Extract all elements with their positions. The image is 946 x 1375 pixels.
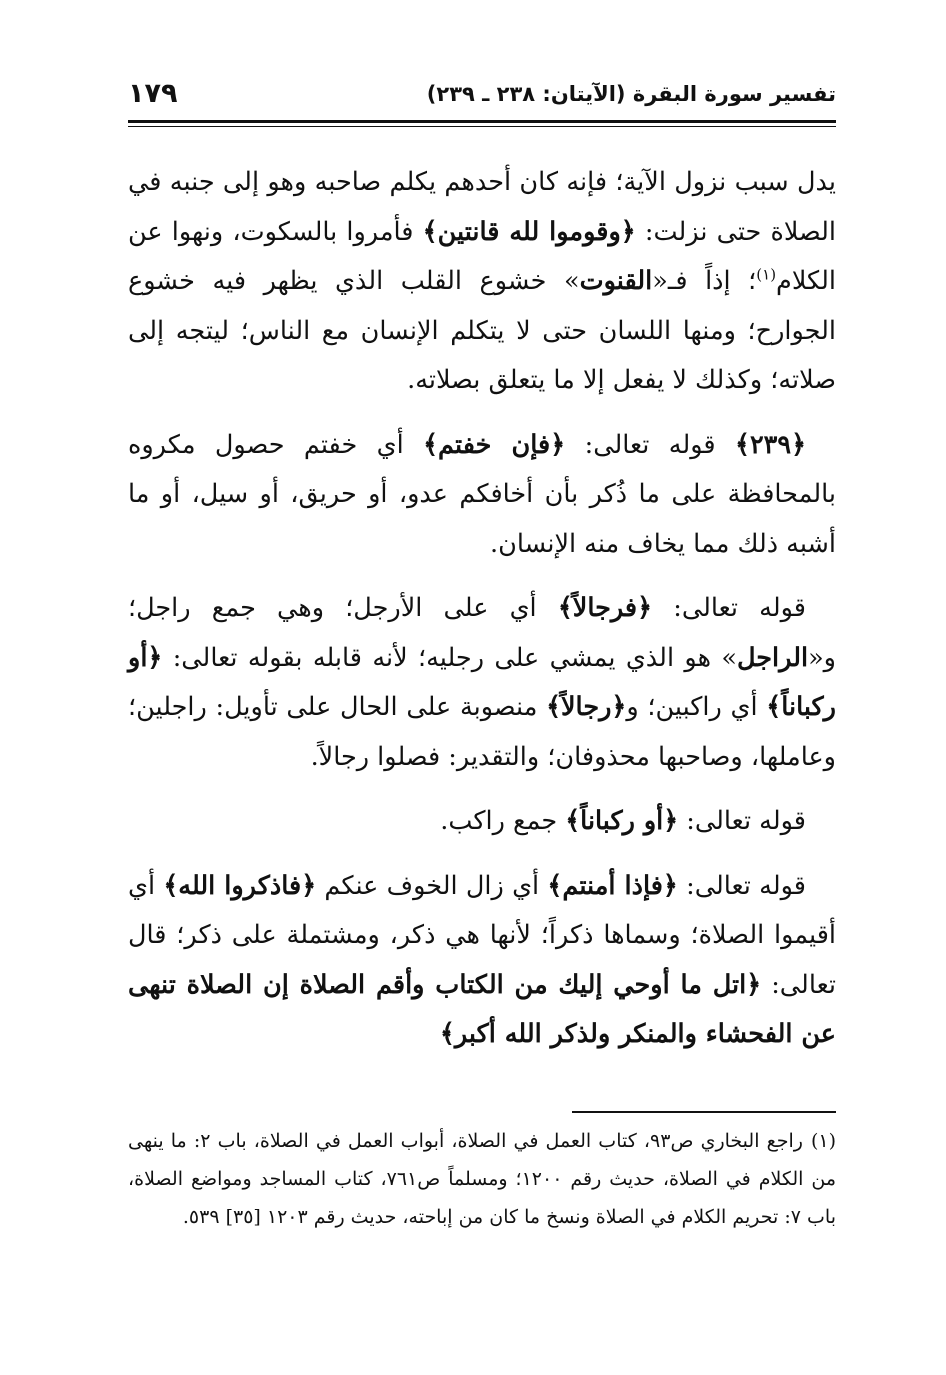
paragraph [128, 797, 836, 847]
quran-quote: ﴿رجالاً﴾ [546, 692, 627, 722]
text-run: ؛ إذاً فـ« [652, 266, 757, 296]
footnote-reference[interactable]: (١) [756, 265, 777, 284]
page-number: ١٧٩ [128, 78, 178, 109]
text-run: منصوبة على الحال على تأويل: راجلين؛ وعاملها، وصاحبها محذوفان؛ والتقدير: فصلوا رجالاً. [128, 692, 836, 772]
paragraph [128, 421, 836, 570]
header-rule-thick [128, 120, 836, 123]
body-text [128, 158, 836, 1075]
quran-quote: ﴿فاذكروا الله﴾ [163, 870, 317, 901]
text-run: أي زال الخوف عنكم [316, 870, 548, 901]
quran-quote: ﴿فإن خفتم﴾ [423, 429, 566, 460]
text-run: أي خفتم حصول مكروه بالمحافظة على ما ذُكر بأن أخافكم عدو، أو حريق، أو سيل، أو ما أشبه ذلك مما يخاف منه الإنسان. [128, 429, 836, 559]
footnote [128, 1122, 836, 1236]
footnote-marker: (١) [810, 1130, 837, 1152]
footnote-divider [572, 1111, 836, 1113]
text-run: قوله تعالى: [677, 870, 806, 901]
quran-quote: ﴿اتل ما أوحي إليك من الكتاب وأقم الصلاة إن الصلاة تنهى عن الفحشاء والمنكر ولذكر الله أكبر﴾ [128, 969, 836, 1049]
footnote-text: راجع البخاري ص٩٣، كتاب العمل في الصلاة، أبواب العمل في الصلاة، باب ٢: ما ينهى من الكلام في الصلاة، حديث رقم ١٢٠٠؛ ومسلماً ص٧٦١، كتاب المساجد ومواضع الصلاة، باب ٧: تحريم الكلام في الصلاة ونسخ ما كان من إباحته، حديث رقم ١٢٠٣ [٣٥] ٥٣٩. [128, 1130, 836, 1228]
quran-quote: ﴿أو ركباناً﴾ [128, 642, 836, 722]
text-run: قوله تعالى: [678, 806, 806, 836]
text-run: فأمروا بالسكوت، ونهوا عن الكلام [128, 216, 836, 296]
quran-quote: ﴿أو ركباناً﴾ [565, 806, 679, 836]
page-header [128, 78, 836, 118]
quran-quote: ﴿وقوموا لله قانتين﴾ [422, 216, 636, 247]
quran-quote: ﴿فرجالاً﴾ [557, 593, 653, 623]
text-run: أي راكبين؛ و [626, 692, 767, 722]
text-run: جمع راكب. [440, 806, 566, 836]
verse-number: ﴿٢٣٩﴾ [735, 429, 807, 460]
quran-quote: ﴿فإذا أمنتم﴾ [547, 870, 678, 901]
term-highlight: القنوت [579, 266, 653, 296]
text-run: قوله تعالى: [565, 429, 736, 460]
footnotes [128, 1122, 836, 1236]
term-highlight: الراجل [736, 642, 809, 673]
paragraph [128, 584, 836, 782]
text-run: أي على الأرجل؛ وهي جمع راجل؛ و« [128, 593, 836, 673]
paragraph [128, 158, 836, 406]
text-run: » هو الذي يمشي على رجليه؛ لأنه قابله بقوله تعالى: [162, 642, 737, 673]
running-title: تفسير سورة البقرة (الآيتان: ٢٣٨ ـ ٢٣٩) [426, 82, 836, 106]
paragraph [128, 862, 836, 1060]
text-run: قوله تعالى: [652, 593, 806, 623]
text-run: يدل سبب نزول الآية؛ فإنه كان أحدهم يكلم صاحبه وهو إلى جنبه في الصلاة حتى نزلت: [128, 167, 837, 247]
text-run: أي أقيموا الصلاة؛ وسماها ذكراً؛ لأنها هي ذكر، ومشتملة على ذكر؛ قال تعالى: [128, 870, 836, 1000]
text-run: » خشوع القلب الذي يظهر فيه خشوع الجوارح؛ ومنها اللسان حتى لا يتكلم الإنسان مع الناس؛ ليتجه إلى صلاته؛ وكذلك لا يفعل إلا ما يتعلق بصلاته. [128, 266, 836, 395]
header-rule-thin [128, 126, 836, 127]
